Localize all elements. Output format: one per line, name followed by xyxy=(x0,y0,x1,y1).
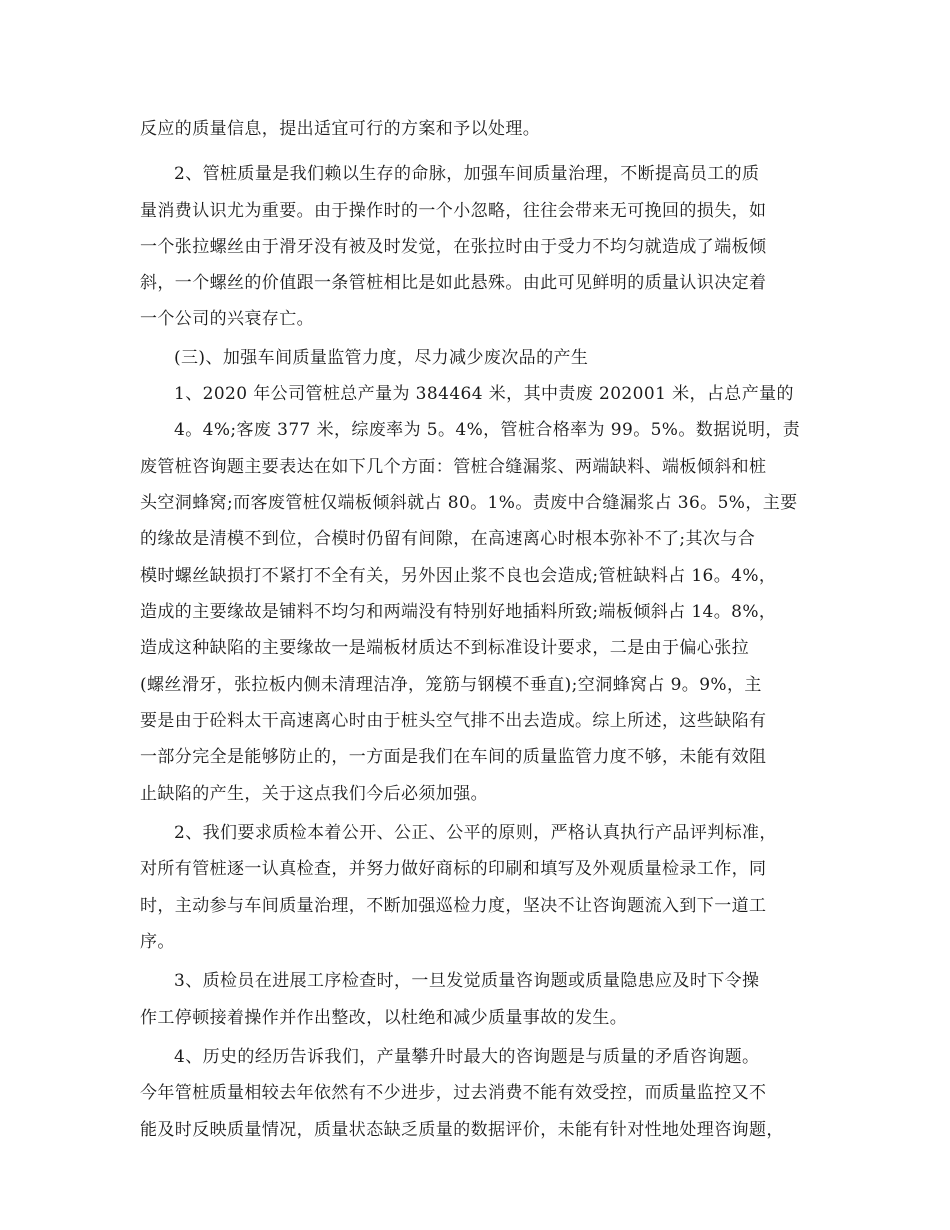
text-line: 量消费认识尤为重要。由于操作时的一个小忽略，往往会带来无可挽回的损失，如 xyxy=(140,201,767,221)
text-line: 对所有管桩逐一认真检查，并努力做好商标的印刷和填写及外观质量检录工作，同 xyxy=(140,859,767,879)
text-line: 一个公司的兴衰存亡。 xyxy=(140,309,314,329)
text-line: 反应的质量信息，提出适宜可行的方案和予以处理。 xyxy=(140,119,541,139)
text-line: 作工停顿接着操作并作出整改，以杜绝和减少质量事故的发生。 xyxy=(140,1008,628,1028)
paragraph-first-line: 4、历史的经历告诉我们，产量攀升时最大的咨询题是与质量的矛盾咨询题。 xyxy=(174,1047,760,1067)
text-line: 的缘故是清模不到位，合模时仍留有间隙，在高速离心时根本弥补不了;其次与合 xyxy=(140,529,756,549)
text-line: 废管桩咨询题主要表达在如下几个方面：管桩合缝漏浆、两端缺料、端板倾斜和桩 xyxy=(140,457,767,477)
text-line: 斜，一个螺丝的价值跟一条管桩相比是如此悬殊。由此可见鲜明的质量认识决定着 xyxy=(140,273,767,293)
text-line: 造成这种缺陷的主要缘故一是端板材质达不到标准设计要求，二是由于偏心张拉 xyxy=(140,638,749,658)
text-line: 序。 xyxy=(140,932,175,952)
paragraph-first-line: 2、管桩质量是我们赖以生存的命脉，加强车间质量治理，不断提高员工的质 xyxy=(174,164,760,184)
text-line: 模时螺丝缺损打不紧打不全有关，另外因止浆不良也会造成;管桩缺料占 16。4%， xyxy=(140,566,777,586)
text-line: (螺丝滑牙，张拉板内侧未清理洁净，笼筋与钢模不垂直);空洞蜂窝占 9。9%，主 xyxy=(140,675,762,695)
paragraph-first-line: 3、质检员在进展工序检查时，一旦发觉质量咨询题或质量隐患应及时下令操 xyxy=(174,971,760,991)
paragraph-first-line: 1、2020 年公司管桩总产量为 384464 米，其中责废 202001 米，占总产量的 xyxy=(174,384,794,404)
text-line: 一部分完全是能够防止的，一方面是我们在车间的质量监管力度不够，未能有效阻 xyxy=(140,747,767,767)
section-heading: (三)、加强车间质量监管力度，尽力减少废次品的产生 xyxy=(174,348,589,368)
text-line: 止缺陷的产生，关于这点我们今后必须加强。 xyxy=(140,784,488,804)
text-line: 今年管桩质量相较去年依然有不少进步，过去消费不能有效受控，而质量监控又不 xyxy=(140,1083,767,1103)
paragraph-first-line: 2、我们要求质检本着公开、公正、公平的原则，严格认真执行产品评判标准， xyxy=(174,823,777,843)
text-line: 能及时反映质量情况，质量状态缺乏质量的数据评价，未能有针对性地处理咨询题， xyxy=(140,1120,784,1140)
text-line: 造成的主要缘故是铺料不均匀和两端没有特别好地插料所致;端板倾斜占 14。8%， xyxy=(140,602,777,622)
text-line: 时，主动参与车间质量治理，不断加强巡检力度，坚决不让咨询题流入到下一道工 xyxy=(140,896,767,916)
text-line: 头空洞蜂窝;而客废管桩仅端板倾斜就占 80。1%。责废中合缝漏浆占 36。5%，主要 xyxy=(140,493,798,513)
text-line: 4。4%;客废 377 米，综废率为 5。4%，管桩合格率为 99。5%。数据说明，责 xyxy=(174,420,801,440)
text-line: 一个张拉螺丝由于滑牙没有被及时发觉，在张拉时由于受力不均匀就造成了端板倾 xyxy=(140,237,767,257)
text-line: 要是由于砼料太干高速离心时由于桩头空气排不出去造成。综上所述，这些缺陷有 xyxy=(140,711,767,731)
